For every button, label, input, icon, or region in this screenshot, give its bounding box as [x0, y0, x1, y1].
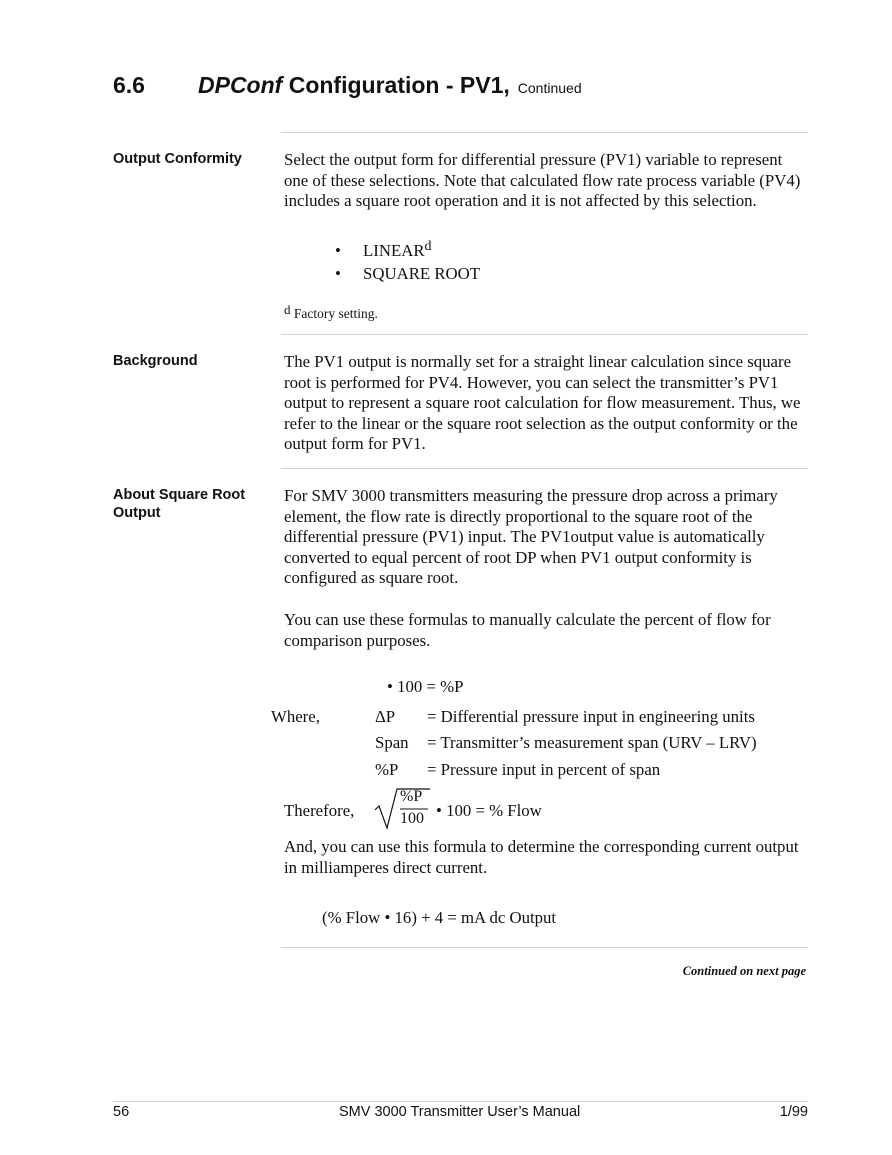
- formula-percent-pressure: • 100 = %P: [387, 677, 464, 696]
- section-divider: [281, 334, 808, 335]
- section-number: 6.6: [113, 72, 145, 98]
- page-number: 56: [113, 1104, 130, 1120]
- about-square-root-para2: You can use these formulas to manually calculate the percent of flow for comparison purposes.: [284, 610, 771, 650]
- therefore-label: Therefore,: [284, 801, 355, 820]
- definition-meaning: = Differential pressure input in engineering units: [427, 707, 755, 726]
- definition-symbol: ΔP: [375, 707, 396, 726]
- where-label: Where,: [271, 707, 320, 726]
- manual-title: SMV 3000 Transmitter User’s Manual: [339, 1104, 581, 1120]
- output-conformity-text: Select the output form for differential pressure (PV1) variable to represent one of these selections. Note that calculated flow rate process variable (PV4) includes a square root operation and it is not affected by this selection.: [284, 150, 801, 211]
- list-item: • LINEAR$^d$: [335, 239, 432, 260]
- title-text: Configuration - PV1,: [288, 72, 510, 98]
- output-conformity-heading: Output Conformity: [113, 151, 242, 167]
- output-options-list: [335, 235, 480, 285]
- formula-percent-flow: • 100 = % Flow: [436, 801, 542, 820]
- title-italic: DPConf: [198, 72, 283, 98]
- footnote: $^d$ Factory setting.: [284, 302, 378, 321]
- section-divider: [281, 468, 808, 469]
- definition-symbol: Span: [375, 733, 409, 752]
- continued-note: Continued on next page: [682, 964, 806, 978]
- about-square-root-para1: For SMV 3000 transmitters measuring the pressure drop across a primary element, the flow rate is directly proportional to the square root of the differential pressure (PV1) input. The PV1output value is automatically converted to equal percent of root DP when PV1 output conformity is configured as square root.: [284, 486, 778, 588]
- publication-date: 1/99: [779, 1104, 808, 1120]
- formula-current-output: (% Flow • 16) + 4 = mA dc Output: [322, 908, 557, 927]
- footer-divider: [113, 1101, 808, 1102]
- list-item: • SQUARE ROOT: [335, 264, 481, 283]
- title-continued: Continued: [517, 80, 582, 96]
- page-title: [113, 72, 582, 99]
- background-text: The PV1 output is normally set for a straight linear calculation since square root is performed for PV4. However, you can select the transmitter’s PV1 output to represent a square root calculation for flow measurement. Thus, we refer to the linear or the square root selection as the output conformity or the output form for PV1.: [284, 352, 801, 454]
- definition-symbol: %P: [375, 760, 399, 779]
- definition-meaning: = Transmitter’s measurement span (URV – LRV): [427, 733, 757, 752]
- section-divider: [281, 947, 808, 948]
- background-heading: Background: [113, 353, 198, 369]
- sqrt-denominator: 100: [400, 810, 424, 827]
- about-square-root-para3: And, you can use this formula to determine the corresponding current output in milliamperes direct current.: [284, 837, 799, 877]
- definition-meaning: = Pressure input in percent of span: [427, 760, 661, 779]
- default-marker: d: [424, 239, 432, 254]
- section-divider: [281, 132, 808, 133]
- about-square-root-heading: About Square Root Output: [113, 487, 246, 521]
- sqrt-numerator: %P: [400, 788, 423, 805]
